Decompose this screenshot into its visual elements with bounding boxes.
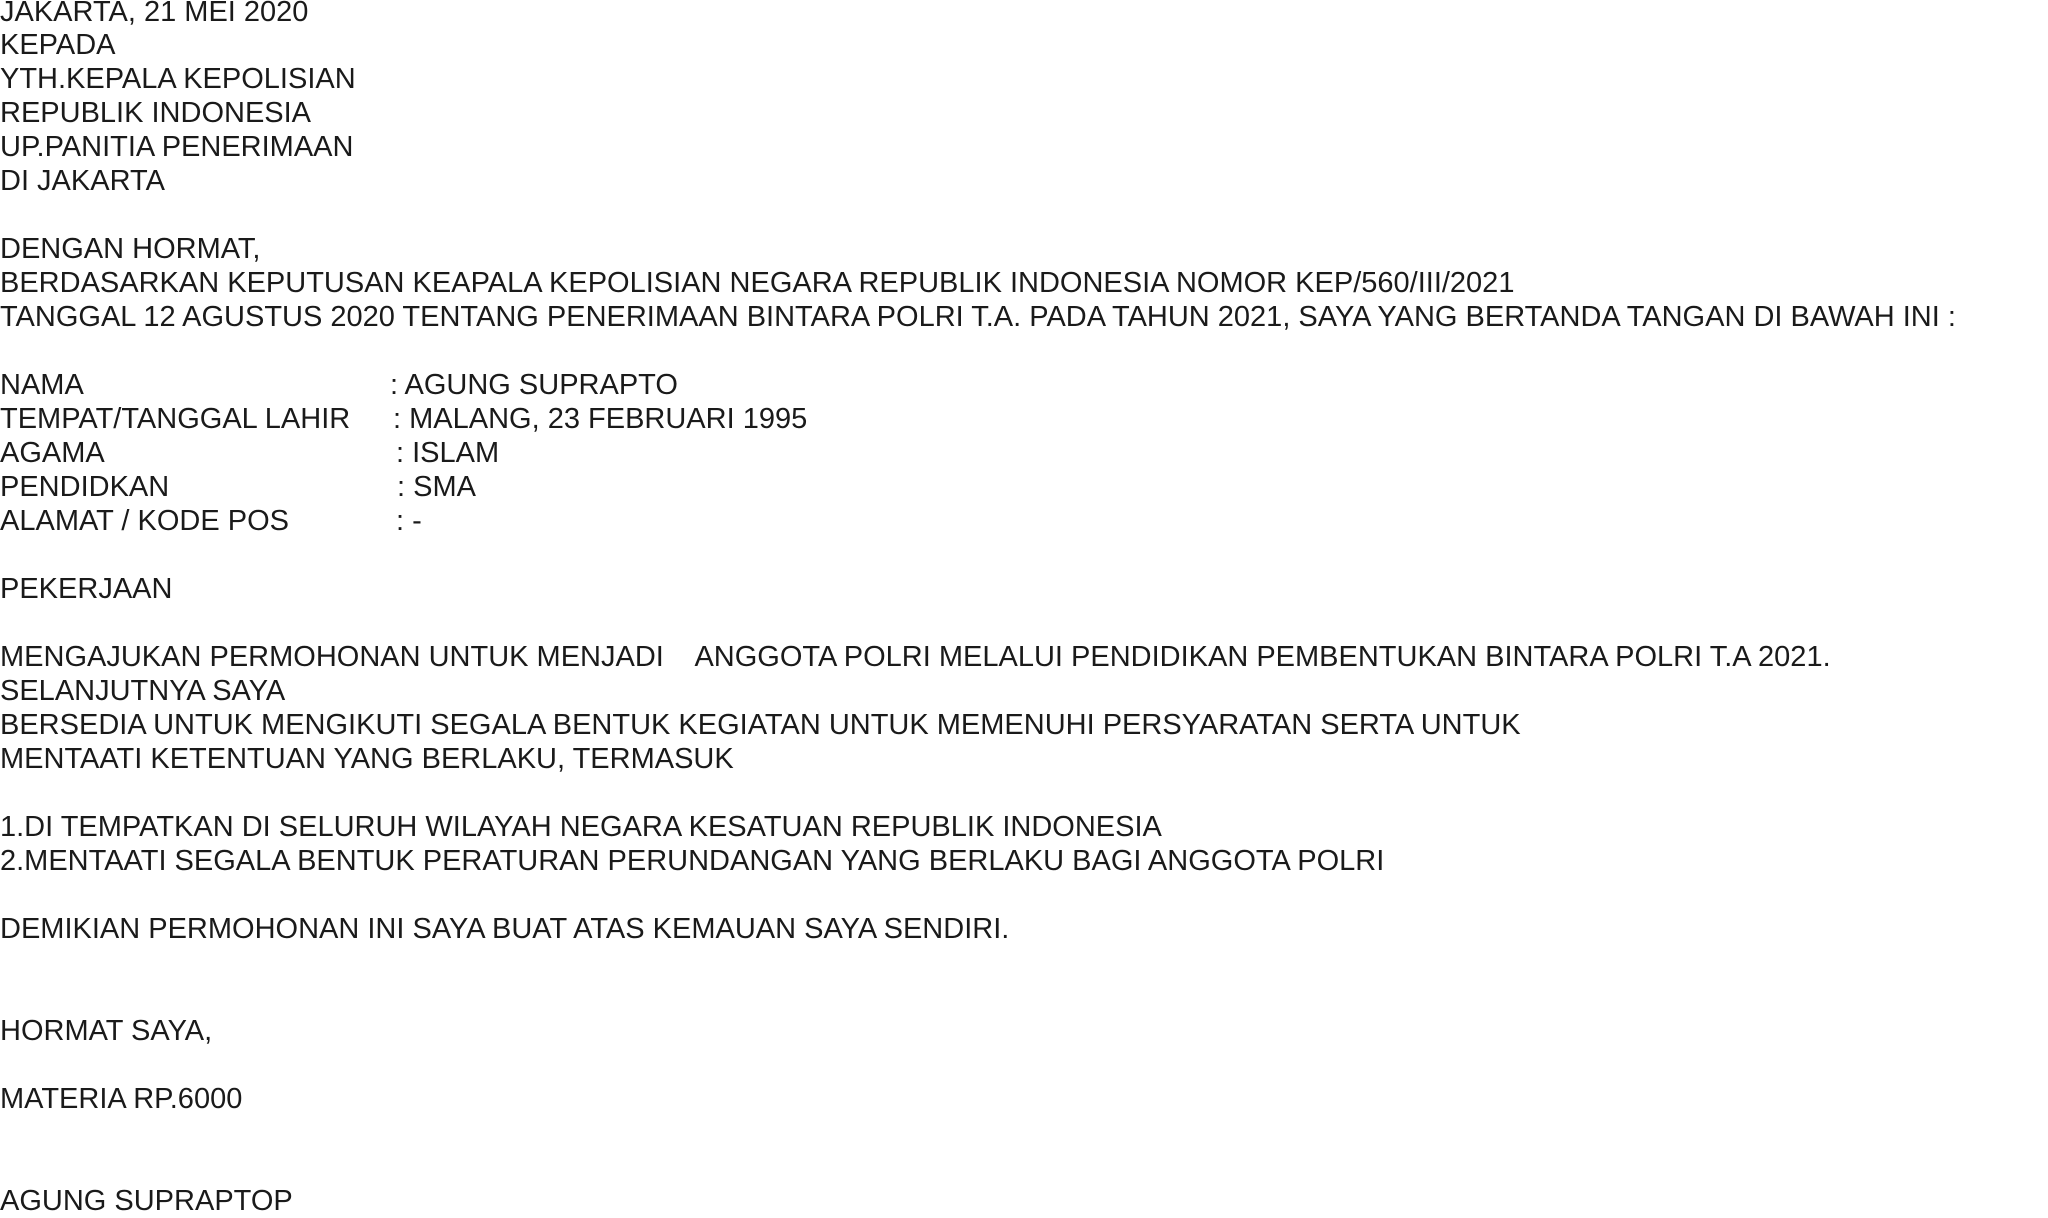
closing-regards: HORMAT SAYA, bbox=[0, 1015, 213, 1047]
body-line: MENGAJUKAN PERMOHONAN UNTUK MENJADI ANGGOTA POLRI MELALUI PENDIDIKAN PEMBENTUKAN BINTARA POLRI T.A 2021. bbox=[0, 641, 1831, 673]
recipient-line: REPUBLIK INDONESIA bbox=[0, 97, 312, 129]
field-label-nama: NAMA bbox=[0, 369, 84, 401]
field-value-alamat: : - bbox=[396, 505, 422, 537]
letter-to-label: KEPADA bbox=[0, 29, 116, 61]
stamp-note: MATERIA RP.6000 bbox=[0, 1083, 243, 1115]
letter-place-date: JAKARTA, 21 MEI 2020 bbox=[0, 0, 309, 28]
field-value-pendidikan: : SMA bbox=[397, 471, 476, 503]
recipient-line: DI JAKARTA bbox=[0, 165, 165, 197]
field-value-nama: : AGUNG SUPRAPTO bbox=[390, 369, 678, 401]
field-value-ttl: : MALANG, 23 FEBRUARI 1995 bbox=[393, 403, 808, 435]
basis-line: TANGGAL 12 AGUSTUS 2020 TENTANG PENERIMAAN BINTARA POLRI T.A. PADA TAHUN 2021, SAYA YANG BERTANDA TANGAN DI BAWAH INI : bbox=[0, 301, 1956, 333]
closing-statement: DEMIKIAN PERMOHONAN INI SAYA BUAT ATAS KEMAUAN SAYA SENDIRI. bbox=[0, 913, 1010, 945]
body-line: MENTAATI KETENTUAN YANG BERLAKU, TERMASUK bbox=[0, 743, 734, 775]
basis-line: BERDASARKAN KEPUTUSAN KEAPALA KEPOLISIAN NEGARA REPUBLIK INDONESIA NOMOR KEP/560/III/2021 bbox=[0, 267, 1515, 299]
field-label-pendidikan: PENDIDKAN bbox=[0, 471, 170, 503]
field-label-alamat: ALAMAT / KODE POS bbox=[0, 505, 290, 537]
term-item: 1.DI TEMPATKAN DI SELURUH WILAYAH NEGARA KESATUAN REPUBLIK INDONESIA bbox=[0, 811, 1162, 843]
field-label-ttl: TEMPAT/TANGGAL LAHIR bbox=[0, 403, 351, 435]
recipient-line: YTH.KEPALA KEPOLISIAN bbox=[0, 63, 356, 95]
signatory-name: AGUNG SUPRAPTOP bbox=[0, 1185, 293, 1217]
body-line: BERSEDIA UNTUK MENGIKUTI SEGALA BENTUK KEGIATAN UNTUK MEMENUHI PERSYARATAN SERTA UNTUK bbox=[0, 709, 1521, 741]
occupation-label: PEKERJAAN bbox=[0, 573, 173, 605]
salutation: DENGAN HORMAT, bbox=[0, 233, 261, 265]
term-item: 2.MENTAATI SEGALA BENTUK PERATURAN PERUNDANGAN YANG BERLAKU BAGI ANGGOTA POLRI bbox=[0, 845, 1385, 877]
body-line: SELANJUTNYA SAYA bbox=[0, 675, 286, 707]
field-label-agama: AGAMA bbox=[0, 437, 105, 469]
field-value-agama: : ISLAM bbox=[396, 437, 500, 469]
recipient-line: UP.PANITIA PENERIMAAN bbox=[0, 131, 354, 163]
